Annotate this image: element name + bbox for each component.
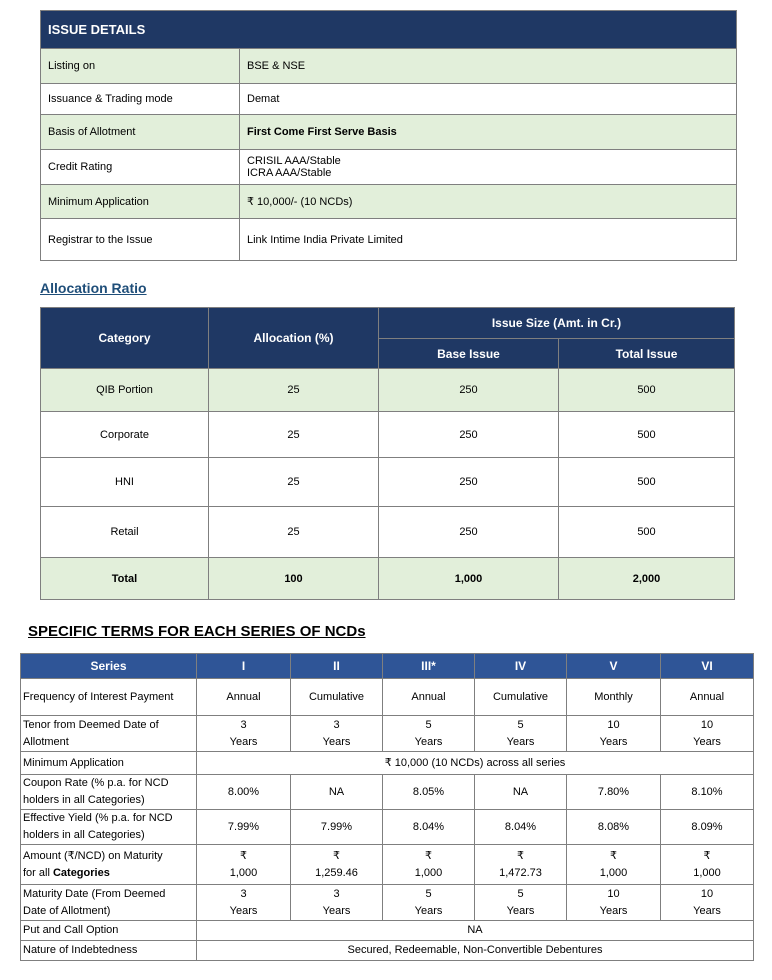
- yield-cell: 7.99%: [291, 810, 383, 845]
- row-label: Listing on: [41, 49, 240, 84]
- label-line: Amount (₹/NCD) on Maturity: [23, 849, 163, 862]
- row-label: Issuance & Trading mode: [41, 84, 240, 115]
- amount-on-maturity-row: [21, 845, 754, 885]
- amount-value: 1,000: [693, 866, 721, 879]
- base-issue-cell: 1,000: [379, 558, 559, 600]
- row-label: Put and Call Option: [21, 921, 197, 941]
- maturity-value: 3: [240, 887, 247, 900]
- credit-rating-line: CRISIL AAA/Stable: [247, 155, 341, 167]
- coupon-cell: NA: [291, 775, 383, 810]
- rupee-symbol: ₹: [703, 849, 711, 862]
- table-row: [41, 507, 735, 558]
- allocation-table: [40, 307, 735, 600]
- tenor-cell: [291, 716, 383, 752]
- tenor-value: 5: [425, 718, 432, 731]
- coupon-cell: 8.00%: [197, 775, 291, 810]
- tenor-unit: Years: [322, 735, 351, 748]
- category-cell: Total: [41, 558, 209, 600]
- amount-cell: [197, 845, 291, 885]
- tenor-value: 5: [517, 718, 524, 731]
- yield-cell: 8.08%: [567, 810, 661, 845]
- maturity-value: 5: [425, 887, 432, 900]
- nature-row: [21, 941, 754, 961]
- category-cell: Retail: [41, 507, 209, 558]
- total-row: [41, 558, 735, 600]
- maturity-unit: Years: [414, 904, 443, 917]
- tenor-unit: Years: [414, 735, 443, 748]
- maturity-unit: Years: [506, 904, 535, 917]
- tenor-cell: [661, 716, 754, 752]
- rupee-symbol: ₹: [425, 849, 432, 862]
- series-header: V: [567, 654, 661, 679]
- allocation-cell: 25: [209, 369, 379, 412]
- table-row: [41, 115, 737, 150]
- nature-value: Secured, Redeemable, Non-Convertible Debentures: [197, 941, 754, 961]
- tenor-value: 3: [240, 718, 247, 731]
- base-issue-header: Base Issue: [379, 339, 559, 369]
- amount-value: 1,000: [414, 866, 443, 879]
- label-text: for all: [23, 866, 53, 879]
- coupon-row: [21, 775, 754, 810]
- frequency-row: [21, 679, 754, 716]
- label-text-bold: Categories: [52, 866, 110, 879]
- row-label: Credit Rating: [41, 150, 240, 185]
- coupon-cell: 8.05%: [383, 775, 475, 810]
- row-label: [21, 716, 197, 752]
- series-header: II: [291, 654, 383, 679]
- total-issue-cell: 2,000: [559, 558, 735, 600]
- coupon-cell: 7.80%: [567, 775, 661, 810]
- maturity-cell: [475, 885, 567, 921]
- table-row: [41, 185, 737, 219]
- yield-row: [21, 810, 754, 845]
- amount-value: 1,000: [229, 866, 258, 879]
- allocation-cell: 25: [209, 458, 379, 507]
- table-row: [41, 369, 735, 412]
- put-call-value: NA: [197, 921, 754, 941]
- rupee-symbol: ₹: [333, 849, 340, 862]
- maturity-cell: [567, 885, 661, 921]
- tenor-row: [21, 716, 754, 752]
- base-issue-cell: 250: [379, 458, 559, 507]
- category-cell: QIB Portion: [41, 369, 209, 412]
- allocation-ratio-heading: Allocation Ratio: [40, 280, 147, 296]
- amount-value: 1,472.73: [499, 866, 542, 879]
- row-label: Minimum Application: [41, 185, 240, 219]
- table-row: [41, 219, 737, 261]
- issue-details-header: [41, 11, 737, 49]
- row-label: [21, 845, 197, 885]
- table-row: [41, 49, 737, 84]
- total-issue-header: Total Issue: [559, 339, 735, 369]
- label-line: Date of Allotment): [23, 904, 111, 917]
- ncd-series-terms-table: [20, 653, 754, 961]
- total-issue-cell: 500: [559, 458, 735, 507]
- row-value: ₹ 10,000/- (10 NCDs): [240, 185, 737, 219]
- maturity-cell: [383, 885, 475, 921]
- maturity-unit: Years: [322, 904, 351, 917]
- tenor-value: 10: [700, 718, 714, 731]
- rupee-symbol: ₹: [610, 849, 617, 862]
- frequency-cell: Cumulative: [291, 679, 383, 716]
- tenor-unit: Years: [599, 735, 628, 748]
- total-issue-cell: 500: [559, 369, 735, 412]
- min-application-value: ₹ 10,000 (10 NCDs) across all series: [197, 752, 754, 775]
- tenor-unit: Years: [693, 735, 721, 748]
- row-label: Frequency of Interest Payment: [21, 679, 197, 716]
- amount-cell: [291, 845, 383, 885]
- tenor-cell: [197, 716, 291, 752]
- issue-details-table: [40, 10, 737, 261]
- specific-terms-heading: SPECIFIC TERMS FOR EACH SERIES OF NCDs: [28, 623, 366, 640]
- category-cell: Corporate: [41, 412, 209, 458]
- row-label: Minimum Application: [21, 752, 197, 775]
- amount-cell: [475, 845, 567, 885]
- rupee-symbol: ₹: [240, 849, 247, 862]
- issue-details-title: ISSUE DETAILS: [41, 11, 737, 49]
- tenor-value: 3: [333, 718, 340, 731]
- yield-cell: 8.04%: [383, 810, 475, 845]
- label-line: Maturity Date (From Deemed: [23, 887, 166, 900]
- row-label: Nature of Indebtedness: [21, 941, 197, 961]
- tenor-unit: Years: [229, 735, 258, 748]
- series-header-row: [21, 654, 754, 679]
- base-issue-cell: 250: [379, 507, 559, 558]
- amount-cell: [567, 845, 661, 885]
- maturity-value: 5: [517, 887, 524, 900]
- table-row: [41, 150, 737, 185]
- row-value: [240, 150, 737, 185]
- frequency-cell: Annual: [383, 679, 475, 716]
- series-header: IV: [475, 654, 567, 679]
- row-label: [21, 885, 197, 921]
- maturity-unit: Years: [229, 904, 258, 917]
- category-cell: HNI: [41, 458, 209, 507]
- min-application-row: [21, 752, 754, 775]
- total-issue-cell: 500: [559, 507, 735, 558]
- rupee-symbol: ₹: [517, 849, 524, 862]
- series-header: III*: [383, 654, 475, 679]
- row-label: Registrar to the Issue: [41, 219, 240, 261]
- frequency-cell: Cumulative: [475, 679, 567, 716]
- maturity-value: 10: [700, 887, 714, 900]
- row-value: Demat: [240, 84, 737, 115]
- yield-cell: 8.09%: [661, 810, 754, 845]
- tenor-cell: [475, 716, 567, 752]
- maturity-cell: [291, 885, 383, 921]
- tenor-cell: [383, 716, 475, 752]
- allocation-cell: 25: [209, 412, 379, 458]
- coupon-cell: NA: [475, 775, 567, 810]
- label-line: Allotment: [23, 735, 69, 748]
- issue-size-header: Issue Size (Amt. in Cr.): [379, 308, 735, 339]
- category-header: Category: [41, 308, 209, 369]
- frequency-cell: Annual: [197, 679, 291, 716]
- allocation-header-row: [41, 308, 735, 339]
- series-header: Series: [21, 654, 197, 679]
- frequency-cell: Annual: [661, 679, 754, 716]
- label-line: [23, 865, 196, 882]
- label-line: Coupon Rate (% p.a. for NCD: [23, 777, 169, 789]
- row-value: Link Intime India Private Limited: [240, 219, 737, 261]
- put-call-row: [21, 921, 754, 941]
- tenor-value: 10: [607, 718, 620, 731]
- maturity-unit: Years: [693, 904, 721, 917]
- table-row: [41, 458, 735, 507]
- maturity-date-row: [21, 885, 754, 921]
- row-value: BSE & NSE: [240, 49, 737, 84]
- series-header: I: [197, 654, 291, 679]
- maturity-cell: [197, 885, 291, 921]
- tenor-cell: [567, 716, 661, 752]
- coupon-cell: 8.10%: [661, 775, 754, 810]
- label-line: Tenor from Deemed Date of: [23, 718, 159, 731]
- maturity-value: 3: [333, 887, 340, 900]
- amount-cell: [383, 845, 475, 885]
- label-line: holders in all Categories): [23, 829, 145, 841]
- maturity-cell: [661, 885, 754, 921]
- label-line: holders in all Categories): [23, 794, 145, 806]
- amount-cell: [661, 845, 754, 885]
- credit-rating-line: ICRA AAA/Stable: [247, 167, 332, 179]
- row-value: First Come First Serve Basis: [240, 115, 737, 150]
- series-header: VI: [661, 654, 754, 679]
- allocation-header: Allocation (%): [209, 308, 379, 369]
- amount-value: 1,259.46: [315, 866, 358, 879]
- table-row: [41, 84, 737, 115]
- amount-value: 1,000: [599, 866, 628, 879]
- table-row: [41, 412, 735, 458]
- base-issue-cell: 250: [379, 412, 559, 458]
- row-label: [21, 810, 197, 845]
- base-issue-cell: 250: [379, 369, 559, 412]
- frequency-cell: Monthly: [567, 679, 661, 716]
- row-label: [21, 775, 197, 810]
- tenor-unit: Years: [506, 735, 535, 748]
- allocation-cell: 100: [209, 558, 379, 600]
- allocation-cell: 25: [209, 507, 379, 558]
- yield-cell: 8.04%: [475, 810, 567, 845]
- maturity-value: 10: [607, 887, 620, 900]
- label-line: Effective Yield (% p.a. for NCD: [23, 812, 173, 824]
- maturity-unit: Years: [599, 904, 628, 917]
- row-label: Basis of Allotment: [41, 115, 240, 150]
- total-issue-cell: 500: [559, 412, 735, 458]
- yield-cell: 7.99%: [197, 810, 291, 845]
